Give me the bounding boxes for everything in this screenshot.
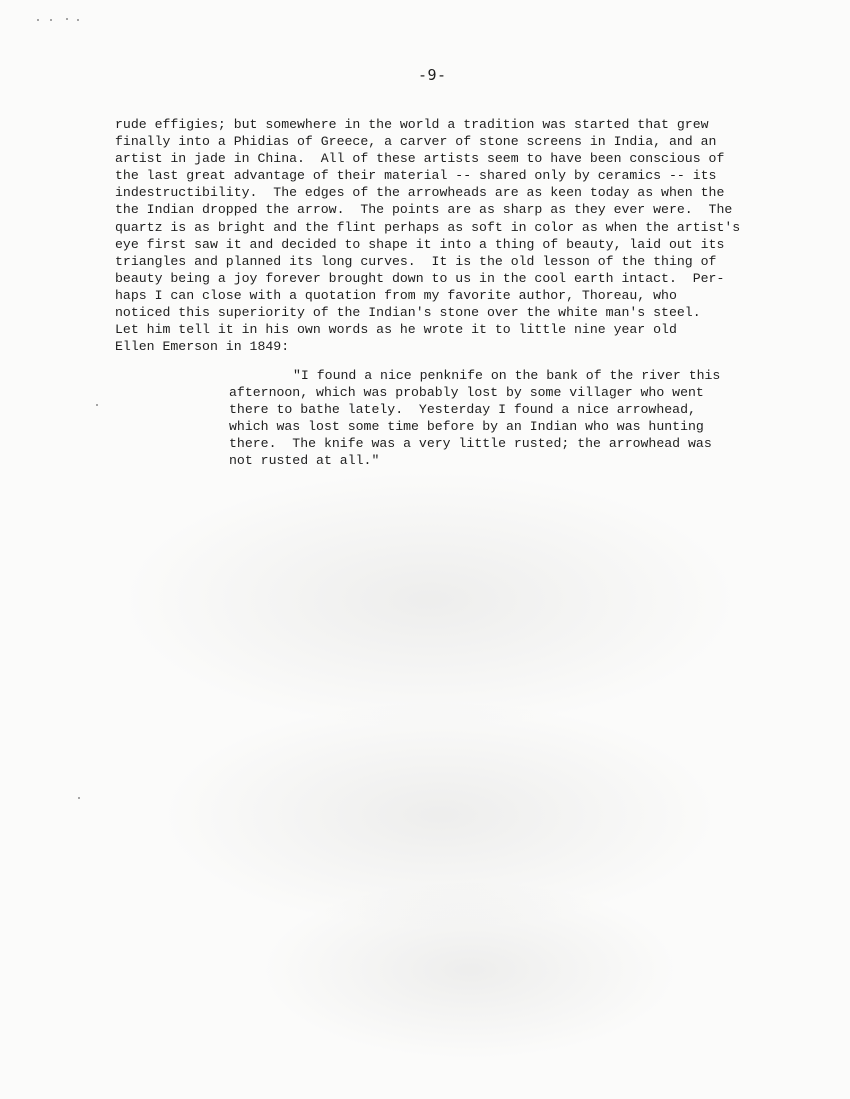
text-line: Ellen Emerson in 1849:: [115, 339, 290, 355]
paper-stain: [120, 470, 740, 730]
page-number: -9-: [418, 66, 447, 84]
paper-speck: [66, 18, 68, 20]
text-line: quartz is as bright and the flint perhaps as soft in color as when the artist's: [115, 219, 741, 235]
text-line: eye first saw it and decided to shape it into a thing of beauty, laid out its: [115, 236, 725, 252]
quote-line: there. The knife was a very little rusted; the arrowhead was: [229, 436, 712, 452]
text-line: Let him tell it in his own words as he wrote it to little nine year old: [115, 322, 677, 338]
block-quote: [229, 367, 720, 470]
text-line: finally into a Phidias of Greece, a carver of stone screens in India, and an: [115, 134, 717, 150]
body-paragraph: [115, 116, 740, 355]
paper-speck: [78, 797, 80, 799]
quote-line: there to bathe lately. Yesterday I found a nice arrowhead,: [229, 402, 696, 418]
text-line: artist in jade in China. All of these artists seem to have been conscious of: [115, 151, 725, 167]
paper-stain: [160, 700, 720, 930]
paper-stain: [260, 880, 680, 1060]
quote-line: not rusted at all.": [229, 453, 380, 469]
text-line: haps I can close with a quotation from my favorite author, Thoreau, who: [115, 287, 677, 303]
text-line: triangles and planned its long curves. It is the old lesson of the thing of: [115, 253, 717, 269]
quote-line: "I found a nice penknife on the bank of the river this: [293, 368, 721, 383]
quote-line: which was lost some time before by an Indian who was hunting: [229, 419, 704, 435]
text-line: noticed this superiority of the Indian's stone over the white man's steel.: [115, 305, 701, 321]
paper-speck: [96, 404, 98, 406]
paper-speck: [50, 19, 52, 21]
text-line: rude effigies; but somewhere in the world a tradition was started that grew: [115, 117, 709, 132]
text-line: beauty being a joy forever brought down to us in the cool earth intact. Per-: [115, 270, 725, 286]
text-line: indestructibility. The edges of the arrowheads are as keen today as when the: [115, 185, 725, 201]
paper-speck: [77, 19, 79, 21]
paper-speck: [37, 19, 39, 21]
text-line: the Indian dropped the arrow. The points are as sharp as they ever were. The: [115, 202, 733, 218]
quote-line: afternoon, which was probably lost by some villager who went: [229, 385, 704, 401]
text-line: the last great advantage of their material -- shared only by ceramics -- its: [115, 168, 717, 184]
